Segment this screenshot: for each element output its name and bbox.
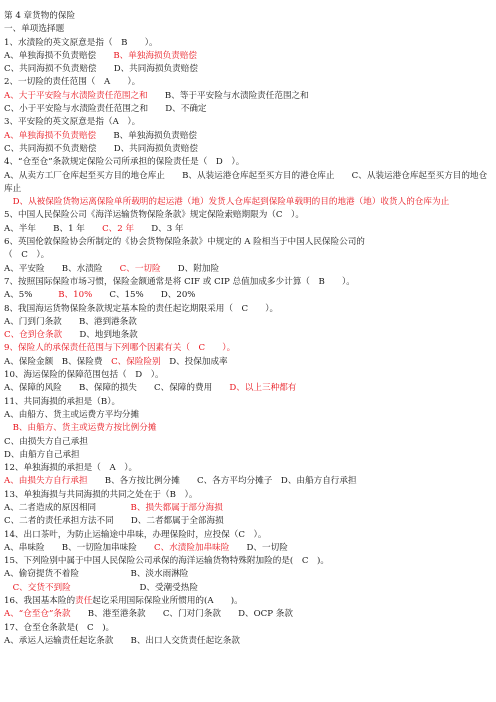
text-segment: A、由船方、货主或运费方平均分摊 xyxy=(4,409,140,420)
text-line xyxy=(4,329,490,342)
answer-highlight: B、单独海损负责赔偿 xyxy=(113,50,198,61)
text-line xyxy=(4,76,490,89)
text-segment: B、等于平安险与水渍险责任范围之和 xyxy=(147,90,309,101)
text-line xyxy=(4,209,490,222)
text-line xyxy=(4,542,490,555)
text-segment: A、保障的风险 B、保障的损失 C、保障的费用 xyxy=(4,383,230,394)
text-line xyxy=(4,382,490,395)
answer-highlight: C、交货不到险 xyxy=(4,582,71,593)
answer-highlight: C、水渍险加串味险 xyxy=(154,542,230,553)
answer-highlight: B、10% xyxy=(58,290,93,301)
text-line xyxy=(4,236,490,249)
text-line xyxy=(4,276,490,289)
text-line xyxy=(4,582,490,595)
text-line xyxy=(4,489,490,502)
text-segment: 15、下列险别中属于中国人民保险公司承保的海洋运输货物特殊附加险的是( C )。 xyxy=(4,556,329,567)
text-segment: A、二者造成的原因相同 xyxy=(4,502,131,513)
answer-highlight: B、由船方、货主或运费方按比例分摊 xyxy=(4,423,157,434)
text-line xyxy=(4,396,490,409)
text-segment: A、从卖方工厂仓库起至买方目的地仓库止 B、从装运港仓库起至买方目的港仓库止 C、从装运港仓库起至买方目的地仓库止 xyxy=(4,170,488,194)
text-line xyxy=(4,23,490,36)
text-line xyxy=(4,289,490,302)
text-line xyxy=(4,342,490,355)
text-segment: 7、按照国际保险市场习惯，保险金额通常是将 CIF 或 CIP 总值加成多少计算（ B ）。 xyxy=(4,276,355,287)
text-segment: A、半年 B、1 年 xyxy=(4,223,103,234)
text-line xyxy=(4,595,490,608)
text-line xyxy=(4,502,490,515)
text-line xyxy=(4,515,490,528)
text-segment: 17、仓至仓条款是( C )。 xyxy=(4,622,115,633)
text-line xyxy=(4,449,490,462)
text-line xyxy=(4,608,490,621)
text-line xyxy=(4,555,490,568)
exam-document xyxy=(4,10,490,648)
answer-highlight: 9、保险人的承保责任范围与下列哪个因素有关（ C ）。 xyxy=(4,343,236,354)
answer-highlight: D、以上三种都有 xyxy=(229,383,297,394)
text-segment: C、共同海损不负责赔偿 D、共同海损负责赔偿 xyxy=(4,64,198,75)
text-line xyxy=(4,475,490,488)
text-segment: D、附加险 xyxy=(160,263,220,274)
answer-highlight: C、仓到仓条款 xyxy=(4,330,63,341)
text-segment: C、共同海损不负责赔偿 D、共同海损负责赔偿 xyxy=(4,143,198,154)
text-line xyxy=(4,356,490,369)
text-segment: D、地到地条款 xyxy=(62,330,138,341)
answer-highlight: A、“仓至仓”条款 xyxy=(4,609,71,620)
text-line xyxy=(4,369,490,382)
text-segment: C、15% D、20% xyxy=(92,290,196,301)
text-segment: 2、一切险的责任范围（ A ）。 xyxy=(4,77,141,88)
text-segment: C、二者的责任承担方法不同 D、二者都属于全部海损 xyxy=(4,516,224,527)
text-line xyxy=(4,436,490,449)
text-segment: A、承运人运输责任起讫条款 B、出口人交货责任起讫条款 xyxy=(4,635,240,646)
text-segment: D、受潮受热险 xyxy=(70,582,198,593)
text-segment: B、单独海损负责赔偿 xyxy=(96,130,198,141)
text-line xyxy=(4,635,490,648)
text-line xyxy=(4,622,490,635)
answer-highlight: A、单独海损不负责赔偿 xyxy=(4,130,97,141)
text-segment: 一、单项选择题 xyxy=(4,24,65,35)
answer-highlight: C、一切险 xyxy=(119,263,161,274)
text-line xyxy=(4,63,490,76)
text-segment: A、保险金额 B、保险费 xyxy=(4,356,112,367)
text-line xyxy=(4,263,490,276)
text-segment: 14、出口茶叶，为防止运输途中串味，办理保险时，应投保（C ）。 xyxy=(4,529,267,540)
text-line xyxy=(4,303,490,316)
text-segment: 5、中国人民保险公司《海洋运输货物保险条款》规定保险索赔期限为（C ）。 xyxy=(4,210,304,221)
text-line xyxy=(4,90,490,103)
text-line xyxy=(4,409,490,422)
text-segment: 1、水渍险的英文原意是指（ B ）。 xyxy=(4,37,158,48)
text-line xyxy=(4,156,490,169)
text-line xyxy=(4,462,490,475)
text-segment: A、5% xyxy=(4,290,59,301)
text-segment: B、各方按比例分摊 C、各方平均分摊子 D、由船方自行承担 xyxy=(87,476,357,487)
text-line xyxy=(4,249,490,262)
text-segment: D、由船方自己承担 xyxy=(4,449,80,460)
text-segment: A、偷窃提货不着险 B、淡水雨淋险 xyxy=(4,569,189,580)
answer-highlight: C、保险险别 xyxy=(111,356,161,367)
text-line xyxy=(4,223,490,236)
text-segment: 13、单独海损与共同海损的共同之处在于（B ）。 xyxy=(4,489,198,500)
answer-highlight: D、从被保险货物运离保险单所载明的起运港（地）发货人仓库起到保险单载明的目的地港（地）收货人的仓库为止 xyxy=(4,197,450,208)
text-segment: 6、英国伦敦保险协会所制定的《协会货物保险条款》中规定的 A 险相当于中国人民保险公司的 xyxy=(4,237,365,248)
text-segment: 3、平安险的英文原意是指（A ）。 xyxy=(4,117,141,128)
text-segment: A、平安险 B、水渍险 xyxy=(4,263,120,274)
text-line xyxy=(4,422,490,435)
text-segment: 4、“仓至仓”条款规定保险公司所承担的保险责任是（ D ）。 xyxy=(4,157,245,168)
text-segment: 16、我国基本险的 xyxy=(4,596,76,607)
text-line xyxy=(4,50,490,63)
text-segment: B、港至港条款 C、门对门条款 D、OCP 条款 xyxy=(70,609,293,620)
text-line xyxy=(4,103,490,116)
text-segment: D、3 年 xyxy=(134,223,184,234)
text-segment: C、由损失方自己承担 xyxy=(4,436,88,447)
text-segment: 第 4 章货物的保险 xyxy=(4,11,76,21)
text-segment: A、门到门条款 B、港到港条款 xyxy=(4,316,137,327)
answer-highlight: B、损失都属于部分海损 xyxy=(130,502,223,513)
text-line xyxy=(4,196,490,209)
text-segment: 11、共同海损的承担是（B）。 xyxy=(4,396,121,407)
text-line xyxy=(4,143,490,156)
text-segment: A、单独海损不负责赔偿 xyxy=(4,50,114,61)
text-line xyxy=(4,529,490,542)
text-segment: C、小于平安险与水渍险责任范围之和 D、不确定 xyxy=(4,104,207,115)
answer-highlight: C、2 年 xyxy=(102,223,135,234)
text-segment: 8、我国海运货物保险条款规定基本险的责任起讫期限采用（ C ）。 xyxy=(4,303,279,314)
text-line xyxy=(4,116,490,129)
text-segment: （ C ）。 xyxy=(4,250,50,261)
answer-highlight: A、大于平安险与水渍险责任范围之和 xyxy=(4,90,148,101)
text-segment: 10、海运保险的保障范围包括（ D ）。 xyxy=(4,370,164,381)
answer-highlight: 责任 xyxy=(75,596,93,607)
text-segment: A、串味险 B、一切险加串味险 xyxy=(4,542,155,553)
text-line xyxy=(4,37,490,50)
text-line xyxy=(4,10,490,23)
answer-highlight: A、由损失方自行承担 xyxy=(4,476,88,487)
text-segment: D、投保加成率 xyxy=(160,356,228,367)
text-line xyxy=(4,568,490,581)
text-line xyxy=(4,130,490,143)
text-segment: 起讫采用国际保险业所惯用的(A )。 xyxy=(92,596,243,607)
text-segment: D、一切险 xyxy=(229,542,288,553)
text-segment: 12、单独海损的承担是（ A ）。 xyxy=(4,463,138,474)
text-line xyxy=(4,316,490,329)
text-line xyxy=(4,170,490,197)
